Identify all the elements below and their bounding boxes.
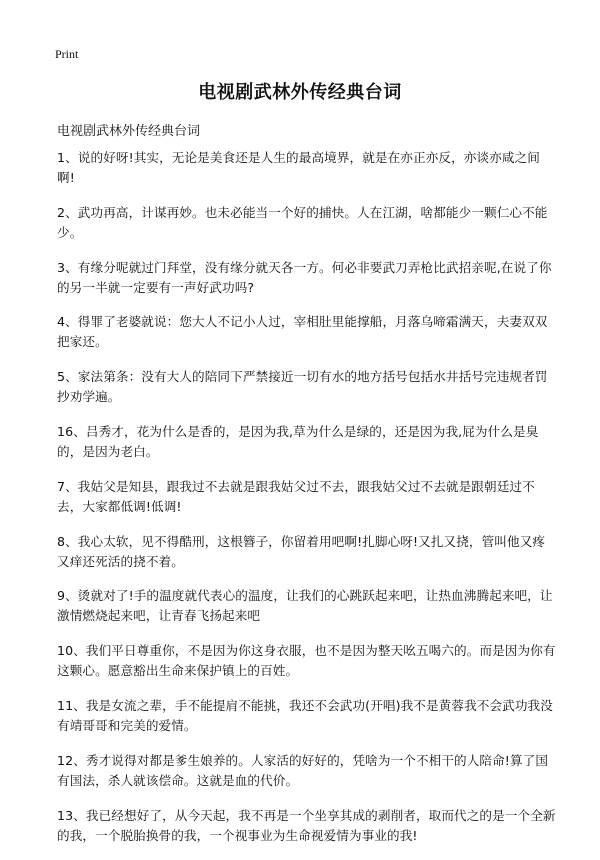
quote-item: 12、秀才说得对都是爹生娘养的。人家活的好好的，凭啥为一个不相干的人陪命!算了国有国法，杀人就该偿命。这就是血的代价。 — [57, 752, 549, 788]
quote-item: 5、家法第条：没有大人的陪同下严禁接近一切有水的地方括号包括水井括号完违规者罚抄劝学遍。 — [57, 369, 548, 405]
quote-item: 10、我们平日尊重你，不是因为你这身衣服，也不是因为整天吆五喝六的。而是因为你有这颗心。愿意豁出生命来保护镇上的百姓。 — [57, 643, 556, 679]
quote-item: 9、烫就对了!手的温度就代表心的温度，让我们的心跳跃起来吧，让热血沸腾起来吧，让激情燃烧起来吧，让青春飞扬起来吧 — [57, 588, 553, 624]
quote-item: 4、得罪了老婆就说：您大人不记小人过，宰相肚里能撑船，月落乌啼霜满天，夫妻双双把家还。 — [57, 314, 548, 350]
quote-item: 11、我是女流之辈，手不能提肩不能挑，我还不会武功(开唱)我不是黄蓉我不会武功我没有靖哥哥和完美的爱情。 — [57, 697, 553, 733]
page-title: 电视剧武林外传经典台词 — [198, 82, 402, 103]
document-subtitle: 电视剧武林外传经典台词 — [57, 124, 201, 139]
quote-item: 8、我心太软，见不得酷刑，这根簪子，你留着用吧啊!扎脚心呀!又扎又挠，管叫他又疼又痒还死活的挠不着。 — [57, 533, 546, 569]
quote-list — [57, 148, 557, 860]
quote-item: 7、我姑父是知县，跟我过不去就是跟我姑父过不去，跟我姑父过不去就是跟朝廷过不去，大家都低调!低调! — [57, 478, 535, 514]
quote-item: 1、说的好呀!其实，无论是美食还是人生的最高境界，就是在亦正亦反，亦谈亦咸之间啊! — [57, 150, 540, 185]
quote-item: 13、我已经想好了，从今天起，我不再是一个坐享其成的剥削者，取而代之的是一个全新的我，一个脱胎换骨的我，一个视事业为生命视爱情为事业的我! — [57, 807, 556, 843]
quote-item: 16、吕秀才，花为什么是香的，是因为我,草为什么是绿的，还是因为我,屁为什么是臭的，是因为老白。 — [57, 423, 539, 459]
quote-item: 2、武功再高，计谋再妙。也未必能当一个好的捕快。人在江湖，啥都能少一颗仁心不能少。 — [57, 204, 548, 240]
quote-item: 3、有缘分呢就过门拜堂，没有缘分就天各一方。何必非要武刀弄枪比武招亲呢,在说了你的另一半就一定要有一声好武功吗? — [57, 259, 552, 295]
print-link[interactable]: Print — [55, 47, 79, 61]
